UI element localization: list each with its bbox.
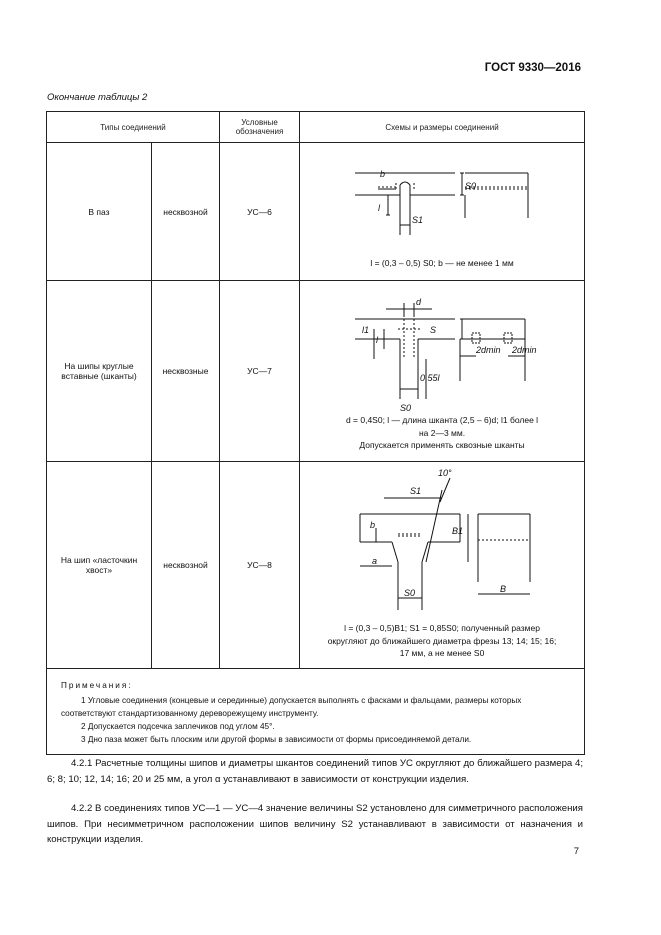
scheme-us7 bbox=[300, 281, 585, 462]
us8-formula: l = (0,3 – 0,5)B1; S1 = 0,85S0; полученный размер округляют до ближайшего диаметра фрезы 13; 14; 15; 16; 17 мм, а не менее S0 bbox=[327, 623, 557, 658]
row-symbol: УС—7 bbox=[220, 281, 300, 462]
us7-label-l: l bbox=[376, 335, 379, 345]
row-type: В паз bbox=[47, 143, 152, 281]
row-type: На шипы круглые вставные (шканты) bbox=[47, 281, 152, 462]
us7-label-dmin1: 2dmin bbox=[476, 345, 501, 355]
us8-label-a: a bbox=[372, 556, 378, 566]
page-number: 7 bbox=[573, 846, 579, 857]
us6-label-b: b bbox=[380, 169, 386, 179]
us8-label-angle: 10° bbox=[438, 468, 452, 478]
us7-label-s: S bbox=[430, 325, 437, 335]
row-subtype: несквозные bbox=[152, 281, 220, 462]
note-item: 2 Допускается подсечка заплечиков под углом 45°. bbox=[81, 722, 275, 731]
row-symbol: УС—6 bbox=[220, 143, 300, 281]
table-row bbox=[47, 143, 585, 281]
table-row bbox=[47, 462, 585, 669]
row-type: На шип «ласточкин хвост» bbox=[47, 462, 152, 669]
notes-title: Примечания: bbox=[61, 681, 133, 690]
us6-formula: l = (0,3 – 0,5) S0; b — не менее 1 мм bbox=[370, 258, 514, 268]
table-caption: Окончание таблицы 2 bbox=[47, 92, 148, 103]
notes-row bbox=[47, 669, 585, 755]
notes-cell bbox=[47, 669, 585, 755]
scheme-us8 bbox=[300, 462, 585, 669]
us7-label-d: d bbox=[416, 297, 422, 307]
us7-formula: d = 0,4S0; l — длина шканта (2,5 – 6)d; l1 более l на 2—3 мм. Допускается применять сквозные шканты bbox=[345, 415, 539, 450]
paragraph-4-2-1: 4.2.1 Расчетные толщины шипов и диаметры шкантов соединений типов УС округляют до ближайшего размера 4; 6; 8; 10; 12, 14; 16; 20 и 25 мм, а угол α устанавливают в зависимости от конструкции изделия. bbox=[47, 758, 583, 785]
us7-label-k: 0,55l bbox=[420, 373, 440, 383]
row-symbol: УС—8 bbox=[220, 462, 300, 669]
joints-table bbox=[46, 111, 585, 755]
us8-label-b1: B1 bbox=[452, 526, 464, 536]
header-symbols: Условные обозначения bbox=[220, 112, 300, 143]
table-header-row bbox=[47, 112, 585, 143]
scheme-us6 bbox=[300, 143, 585, 281]
header-schemes: Схемы и размеры соединений bbox=[300, 112, 585, 143]
us8-label-b: b bbox=[370, 520, 376, 530]
note-item: 3 Дно паза может быть плоским или другой формы в зависимости от формы присоединяемой детали. bbox=[81, 735, 472, 744]
table-row bbox=[47, 281, 585, 462]
us7-label-l1: l1 bbox=[362, 325, 370, 335]
us7-label-s0: S0 bbox=[400, 403, 412, 413]
row-subtype: несквозной bbox=[152, 143, 220, 281]
header-types: Типы соединений bbox=[47, 112, 220, 143]
note-item: 1 Угловые соединения (концевые и серединные) допускается выполнять с фасками и фальцами, размеры которых соответствуют стандартизованному дереворежущему инструменту. bbox=[61, 696, 522, 718]
paragraph-4-2-2: 4.2.2 В соединениях типов УС—1 — УС—4 значение величины S2 установлено для симметричного расположения шипов. При несимметричном расположении шипов величину S2 устанавливают в зависимости от назначения и конструкции изделия. bbox=[47, 803, 583, 845]
us6-label-s0: S0 bbox=[465, 181, 477, 191]
us7-label-dmin2: 2dmin bbox=[512, 345, 537, 355]
standard-number: ГОСТ 9330—2016 bbox=[484, 62, 581, 74]
row-subtype: несквозной bbox=[152, 462, 220, 669]
us6-label-s1: S1 bbox=[412, 215, 424, 225]
us6-label-l: l bbox=[378, 203, 381, 213]
us8-label-s0: S0 bbox=[404, 588, 416, 598]
us8-label-bb: B bbox=[500, 584, 507, 594]
us8-label-s1: S1 bbox=[410, 486, 422, 496]
